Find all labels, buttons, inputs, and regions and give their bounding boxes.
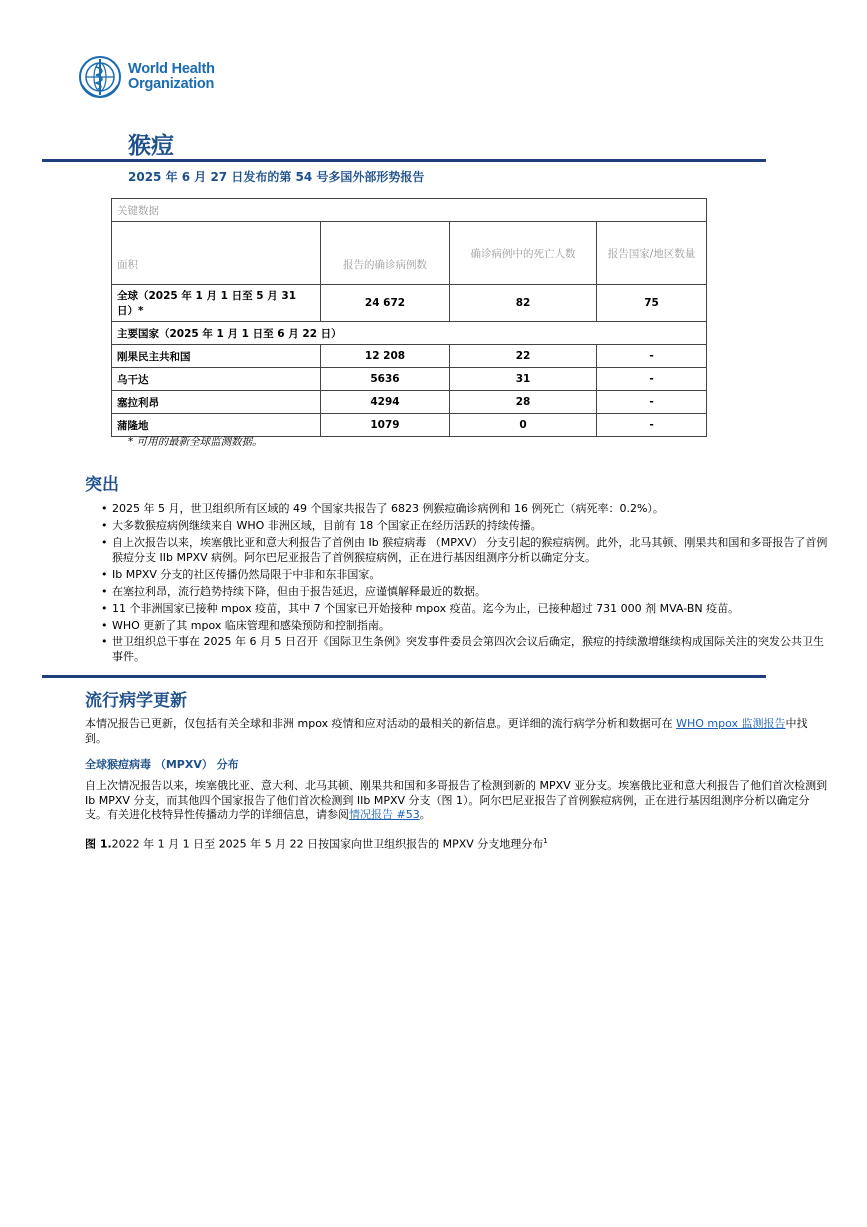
country-cases: 12 208 (321, 345, 450, 368)
mpxv-distribution-heading: 全球猴痘病毒 （MPXV） 分布 (85, 758, 239, 771)
country-count: - (597, 345, 707, 368)
country-cases: 1079 (321, 414, 450, 437)
table-row (112, 345, 707, 368)
key-data-table (111, 198, 707, 437)
country-count: - (597, 368, 707, 391)
report-subtitle: 2025 年 6 月 27 日发布的第 54 号多国外部形势报告 (128, 170, 425, 184)
mpxv-distribution-text (85, 779, 829, 823)
header-area: 面积 (112, 222, 321, 285)
list-item: • 11 个非洲国家已接种 mpox 疫苗，其中 7 个国家已开始接种 mpox 疫苗。迄今为止，已接种超过 731 000 剂 MVA-BN 疫苗。 (101, 602, 829, 617)
table-header-row (112, 222, 707, 285)
logo-line-2: Organization (128, 76, 215, 92)
highlights-list (101, 502, 829, 667)
title-rule (42, 159, 766, 162)
logo-line-1: World Health (128, 61, 215, 77)
table-row (112, 391, 707, 414)
epi-intro-text: 本情况报告已更新，仅包括有关全球和非洲 mpox 疫情和应对活动的最相关的新信息。更详细的流行病学分析和数据可在 (85, 717, 677, 730)
table-footnote: * 可用的最新全球监测数据。 (128, 436, 263, 448)
who-logo-text (128, 62, 215, 92)
figure-label: 图 1. (85, 837, 112, 851)
global-deaths: 82 (450, 285, 597, 322)
list-item: • 自上次报告以来，埃塞俄比亚和意大利报告了首例由 Ib 猴痘病毒 （MPXV） 分支引起的猴痘病例。此外，北马其顿、刚果共和国和多哥报告了首例猴痘分支 IIb MPXV 病例。阿尔巴尼亚报告了首例猴痘病例，正在进行基因组测序分析以确定分支。 (101, 536, 829, 565)
figure-footnote-marker: 1 (543, 837, 548, 845)
section-label: 主要国家（2025 年 1 月 1 日至 6 月 22 日） (112, 322, 707, 345)
situation-report-53-link[interactable]: 情况报告 #53 (349, 808, 420, 822)
section-rule (42, 675, 766, 678)
epi-heading: 流行病学更新 (85, 691, 187, 711)
country-name: 乌干达 (112, 368, 321, 391)
country-cases: 4294 (321, 391, 450, 414)
country-count: - (597, 414, 707, 437)
page-title: 猴痘 (128, 133, 174, 159)
country-deaths: 22 (450, 345, 597, 368)
list-item: • Ib MPXV 分支的社区传播仍然局限于中非和东非国家。 (101, 568, 829, 583)
who-emblem-icon (78, 55, 122, 99)
list-item: • 在塞拉利昂，流行趋势持续下降，但由于报告延迟，应谨慎解释最近的数据。 (101, 585, 829, 600)
list-item: • 大多数猴痘病例继续来自 WHO 非洲区域，目前有 18 个国家正在经历活跃的持续传播。 (101, 519, 829, 534)
figure-caption (85, 834, 829, 852)
global-cases: 24 672 (321, 285, 450, 322)
distribution-body: 自上次情况报告以来，埃塞俄比亚、意大利、北马其顿、刚果共和国和多哥报告了检测到新的 MPXV 亚分支。埃塞俄比亚和意大利报告了他们首次检测到 Ib MPXV 分支，而其他四个国家报告了他们首次检测到 IIb MPXV 分支（图 1）。阿尔巴尼亚报告了首例猴痘病例，正在进行基因组测序分析以确定分支。有关进化枝特异性传播动力学的详细信息，请参阅 (85, 779, 828, 822)
global-countries: 75 (597, 285, 707, 322)
header-deaths: 确诊病例中的死亡人数 (450, 222, 597, 285)
country-name: 塞拉利昂 (112, 391, 321, 414)
list-item: • 世卫组织总干事在 2025 年 6 月 5 日召开《国际卫生条例》突发事件委员会第四次会议后确定，猴痘的持续激增继续构成国际关注的突发公共卫生事件。 (101, 635, 829, 664)
highlights-heading: 突出 (85, 475, 119, 495)
country-count: - (597, 391, 707, 414)
surveillance-report-link[interactable]: WHO mpox 监测报告 (676, 717, 786, 730)
table-caption: 关键数据 (112, 199, 707, 222)
country-name: 蒲隆地 (112, 414, 321, 437)
epi-intro (85, 717, 829, 746)
distribution-tail: 。 (419, 808, 431, 822)
table-row (112, 368, 707, 391)
table-section-row (112, 322, 707, 345)
global-label: 全球（2025 年 1 月 1 日至 5 月 31 日）* (112, 285, 321, 322)
country-name: 刚果民主共和国 (112, 345, 321, 368)
header-confirmed-cases: 报告的确诊病例数 (321, 222, 450, 285)
table-caption-row (112, 199, 707, 222)
country-deaths: 28 (450, 391, 597, 414)
epi-intro-tail: 中找到。 (85, 717, 808, 745)
country-deaths: 31 (450, 368, 597, 391)
country-deaths: 0 (450, 414, 597, 437)
country-cases: 5636 (321, 368, 450, 391)
list-item: • 2025 年 5 月，世卫组织所有区域的 49 个国家共报告了 6823 例猴痘确诊病例和 16 例死亡（病死率：0.2%）。 (101, 502, 829, 517)
table-row (112, 285, 707, 322)
who-logo (78, 55, 215, 99)
list-item: • WHO 更新了其 mpox 临床管理和感染预防和控制指南。 (101, 619, 829, 634)
header-countries: 报告国家/地区数量 (597, 222, 707, 285)
figure-caption-text: 2022 年 1 月 1 日至 2025 年 5 月 22 日按国家向世卫组织报告的 MPXV 分支地理分布 (111, 837, 544, 851)
